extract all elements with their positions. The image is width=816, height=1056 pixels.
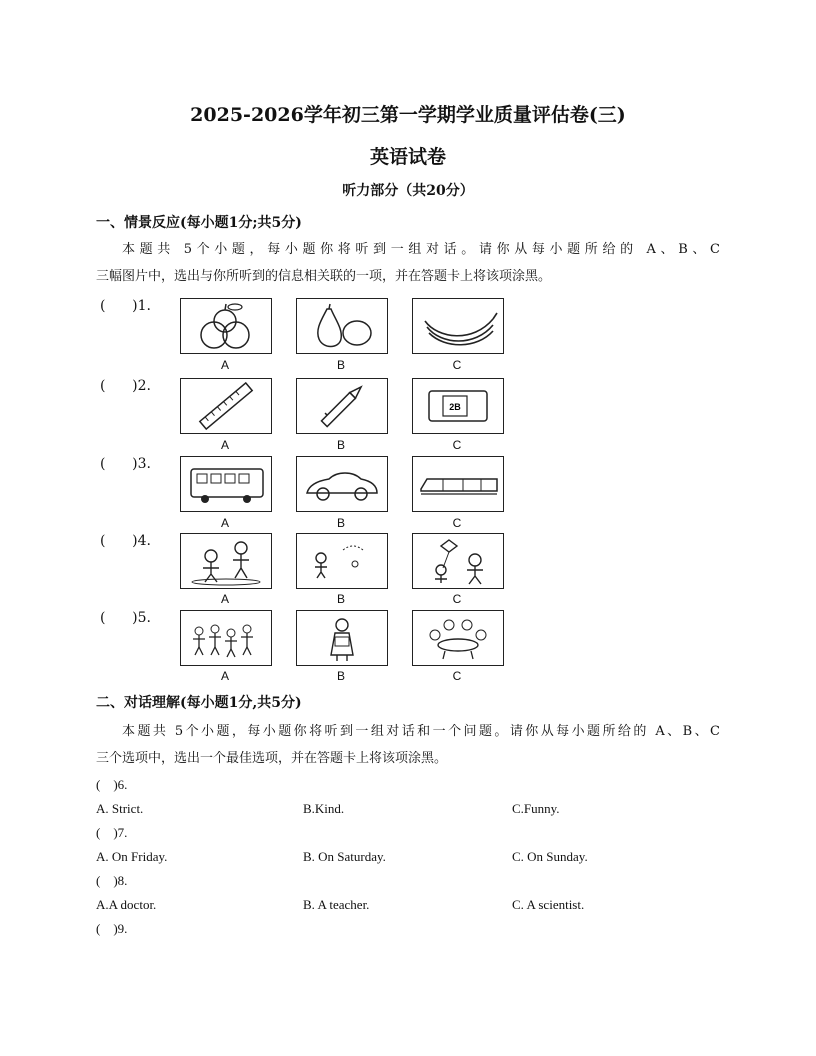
question-1-label-b: B bbox=[336, 358, 345, 372]
question-5-option-c-image[interactable] bbox=[412, 610, 504, 666]
question-3-option-c-image[interactable] bbox=[412, 456, 504, 512]
question-7-option-c[interactable]: C. On Sunday. bbox=[512, 849, 588, 864]
question-4-label-b: B bbox=[336, 592, 345, 606]
section1-instruction-line1: 本题共 5个小题，每小题你将听到一组对话。请你从每小题所给的 A、B、C bbox=[122, 242, 720, 257]
question-2-option-c-image[interactable] bbox=[412, 378, 504, 434]
subject-title: 英语试卷 bbox=[369, 146, 446, 168]
section1-heading: 一、情景反应(每小题1分;共5分) bbox=[96, 215, 302, 231]
question-5-option-a-image[interactable] bbox=[180, 610, 272, 666]
question-4-option-c-image[interactable] bbox=[412, 533, 504, 589]
eraser-icon bbox=[413, 379, 503, 433]
section2-instruction-line2: 三个选项中，选出一个最佳选项，并在答题卡上将该项涂黑。 bbox=[96, 751, 448, 766]
train-icon bbox=[413, 457, 503, 511]
question-1-label-c: C bbox=[452, 358, 462, 372]
question-7-number: ( )7. bbox=[96, 825, 128, 840]
question-1-option-a-image[interactable] bbox=[180, 298, 272, 354]
question-8-option-c[interactable]: C. A scientist. bbox=[512, 897, 585, 912]
section2-instruction bbox=[96, 718, 720, 772]
bus-icon bbox=[181, 457, 271, 511]
question-4-label-a: A bbox=[220, 592, 229, 606]
section1-instruction bbox=[96, 236, 720, 290]
question-2-label-b: B bbox=[336, 438, 345, 452]
question-5-label-c: C bbox=[452, 669, 462, 683]
question-4-number: ( )4. bbox=[100, 533, 151, 549]
section2-heading: 二、对话理解(每小题1分,共5分) bbox=[96, 695, 302, 711]
question-3-option-a-image[interactable] bbox=[180, 456, 272, 512]
question-6-option-a[interactable]: A. Strict. bbox=[96, 801, 144, 816]
question-1-option-c-image[interactable] bbox=[412, 298, 504, 354]
question-2-number: ( )2. bbox=[100, 378, 151, 394]
children-playing-icon bbox=[181, 534, 271, 588]
exam-title: 2025-2026学年初三第一学期学业质量评估卷(三) bbox=[190, 104, 626, 126]
svg-text:2B: 2B bbox=[449, 402, 461, 412]
question-6-option-b[interactable]: B.Kind. bbox=[303, 801, 345, 816]
apples-icon bbox=[181, 299, 271, 353]
question-3-label-b: B bbox=[336, 516, 345, 530]
question-8-option-b[interactable]: B. A teacher. bbox=[303, 897, 370, 912]
question-7-option-a[interactable]: A. On Friday. bbox=[96, 849, 168, 864]
child-with-toys-icon bbox=[297, 534, 387, 588]
question-8-number: ( )8. bbox=[96, 873, 128, 888]
question-3-option-b-image[interactable] bbox=[296, 456, 388, 512]
question-4-label-c: C bbox=[452, 592, 462, 606]
question-1-label-a: A bbox=[220, 358, 229, 372]
question-2-option-a-image[interactable] bbox=[180, 378, 272, 434]
question-6-number: ( )6. bbox=[96, 777, 128, 792]
listening-part-title: 听力部分（共20分） bbox=[342, 183, 474, 199]
question-1-option-b-image[interactable] bbox=[296, 298, 388, 354]
family-dinner-icon bbox=[413, 611, 503, 665]
question-6-option-c[interactable]: C.Funny. bbox=[512, 801, 560, 816]
question-1-number: ( )1. bbox=[100, 298, 151, 314]
question-5-number: ( )5. bbox=[100, 610, 151, 626]
question-8-option-a[interactable]: A.A doctor. bbox=[96, 897, 157, 912]
question-5-label-b: B bbox=[336, 669, 345, 683]
pen-icon bbox=[297, 379, 387, 433]
question-3-label-a: A bbox=[220, 516, 229, 530]
question-2-option-b-image[interactable] bbox=[296, 378, 388, 434]
question-3-number: ( )3. bbox=[100, 456, 151, 472]
car-icon bbox=[297, 457, 387, 511]
section1-instruction-line2: 三幅图片中，选出与你所听到的信息相关联的一项，并在答题卡上将该项涂黑。 bbox=[96, 269, 552, 284]
question-2-label-c: C bbox=[452, 438, 462, 452]
question-5-option-b-image[interactable] bbox=[296, 610, 388, 666]
girl-reading-icon bbox=[297, 611, 387, 665]
question-4-option-b-image[interactable] bbox=[296, 533, 388, 589]
section2-instruction-line1: 本题共 5个小题，每小题你将听到一组对话和一个问题。请你从每小题所给的 A、B、C bbox=[122, 724, 720, 739]
question-5-label-a: A bbox=[220, 669, 229, 683]
ruler-icon bbox=[181, 379, 271, 433]
question-2-label-a: A bbox=[220, 438, 229, 452]
bananas-icon bbox=[413, 299, 503, 353]
pear-icon bbox=[297, 299, 387, 353]
crowd-dancing-icon bbox=[181, 611, 271, 665]
question-9-number: ( )9. bbox=[96, 921, 128, 936]
question-3-label-c: C bbox=[452, 516, 462, 530]
children-kite-icon bbox=[413, 534, 503, 588]
question-7-option-b[interactable]: B. On Saturday. bbox=[303, 849, 386, 864]
question-4-option-a-image[interactable] bbox=[180, 533, 272, 589]
